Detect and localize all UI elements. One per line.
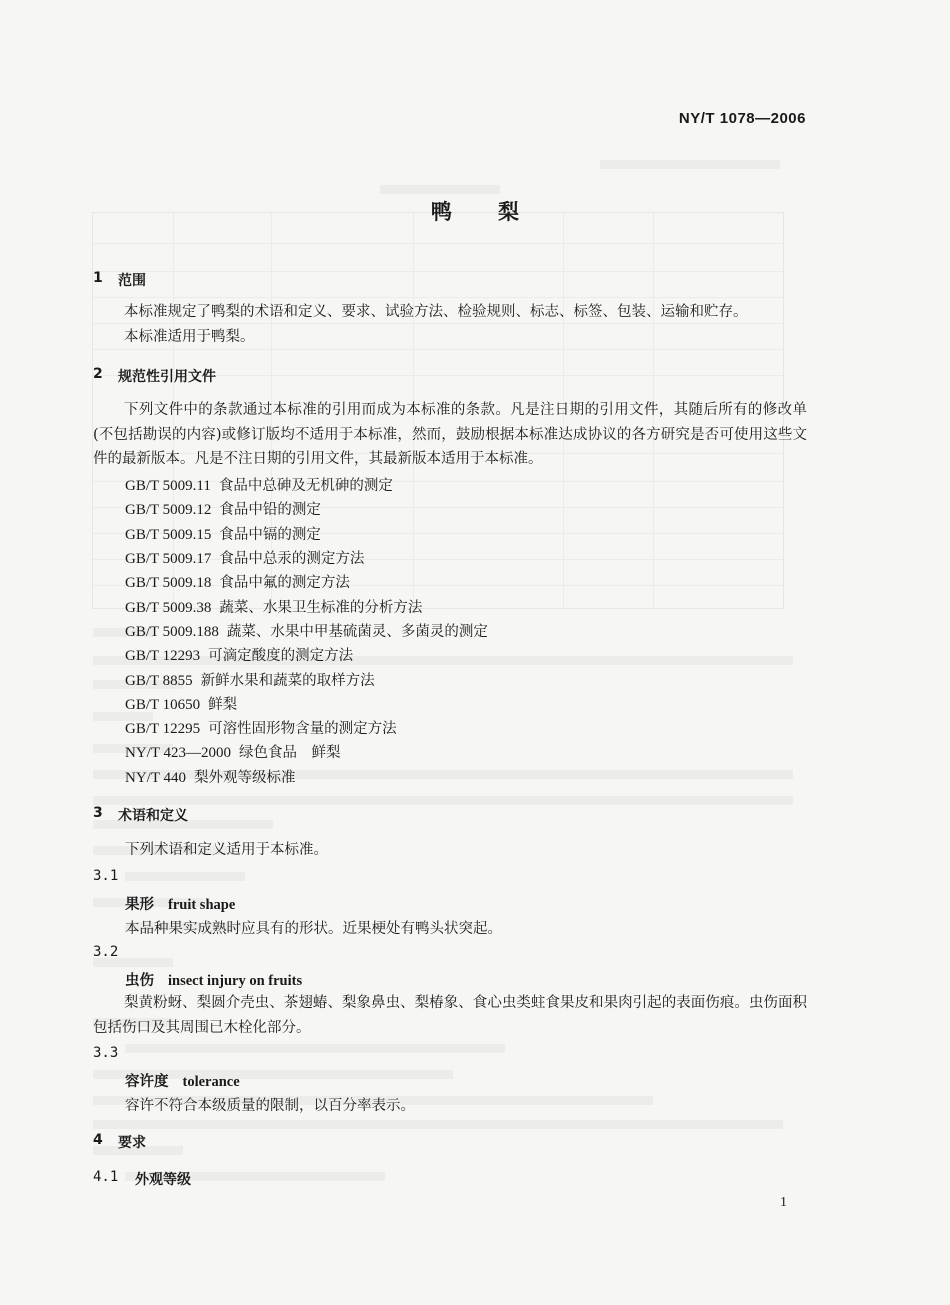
reference-item: GB/T 12295 可溶性固形物含量的测定方法 (125, 721, 397, 737)
section-title: 规范性引用文件 (118, 369, 216, 385)
reference-item: GB/T 10650 鲜梨 (125, 697, 238, 713)
page-number: 1 (780, 1195, 787, 1210)
term-chinese: 果形 (125, 897, 154, 913)
section-title: 要求 (118, 1135, 146, 1151)
section-number: 3 (93, 805, 103, 821)
term-english: tolerance (182, 1074, 240, 1090)
reference-item: GB/T 5009.17 食品中总汞的测定方法 (125, 551, 365, 567)
term-heading (125, 969, 302, 990)
term-english: fruit shape (168, 897, 236, 913)
section-title: 范围 (118, 273, 146, 289)
reference-item: GB/T 5009.18 食品中氟的测定方法 (125, 575, 350, 591)
term-english: insect injury on fruits (168, 973, 303, 989)
scope-paragraph-2: 本标准适用于鸭梨。 (124, 329, 255, 345)
reference-item: GB/T 5009.15 食品中镉的测定 (125, 527, 321, 543)
term-chinese: 虫伤 (125, 973, 154, 989)
reference-item: NY/T 423—2000 绿色食品 鲜梨 (125, 745, 341, 761)
reference-item: GB/T 5009.188 蔬菜、水果中甲基硫菌灵、多菌灵的测定 (125, 624, 488, 640)
term-number: 3.1 (93, 868, 119, 884)
terms-intro: 下列术语和定义适用于本标准。 (125, 842, 328, 858)
term-heading (125, 893, 235, 914)
section-title: 术语和定义 (118, 808, 188, 824)
reference-item: GB/T 12293 可滴定酸度的测定方法 (125, 648, 354, 664)
term-chinese: 容许度 (125, 1074, 169, 1090)
section-number: 1 (93, 270, 103, 286)
subsection-number: 4.1 (93, 1169, 119, 1185)
reference-item: GB/T 8855 新鲜水果和蔬菜的取样方法 (125, 673, 375, 689)
standard-code: NY/T 1078—2006 (678, 110, 806, 127)
term-definition: 梨黄粉蚜、梨圆介壳虫、茶翅蝽、梨象鼻虫、梨椿象、食心虫类蛀食果皮和果肉引起的表面伤痕。虫伤面积包括伤口及其周围已木栓化部分。 (93, 995, 807, 1036)
section-number: 4 (93, 1132, 103, 1148)
subsection-title: 外观等级 (135, 1172, 191, 1188)
term-heading (125, 1070, 240, 1091)
document-title: 鸭梨 (431, 200, 565, 224)
reference-item: GB/T 5009.11 食品中总砷及无机砷的测定 (125, 478, 393, 494)
scope-paragraph-1: 本标准规定了鸭梨的术语和定义、要求、试验方法、检验规则、标志、标签、包装、运输和贮存。 (124, 304, 748, 320)
term-definition: 本品种果实成熟时应具有的形状。近果梗处有鸭头状突起。 (125, 921, 502, 937)
term-number: 3.3 (93, 1045, 119, 1061)
term-number: 3.2 (93, 944, 119, 960)
reference-item: GB/T 5009.38 蔬菜、水果卫生标准的分析方法 (125, 600, 423, 616)
section-number: 2 (93, 366, 103, 382)
term-definition: 容许不符合本级质量的限制，以百分率表示。 (125, 1098, 415, 1114)
reference-item: NY/T 440 梨外观等级标准 (125, 770, 296, 786)
references-intro: 下列文件中的条款通过本标准的引用而成为本标准的条款。凡是注日期的引用文件，其随后所有的修改单(不包括勘误的内容)或修订版均不适用于本标准，然而，鼓励根据本标准达成协议的各方研究是否可使用这些文件的最新版本。凡是不注日期的引用文件，其最新版本适用于本标准。 (93, 402, 807, 467)
reference-item: GB/T 5009.12 食品中铅的测定 (125, 502, 321, 518)
